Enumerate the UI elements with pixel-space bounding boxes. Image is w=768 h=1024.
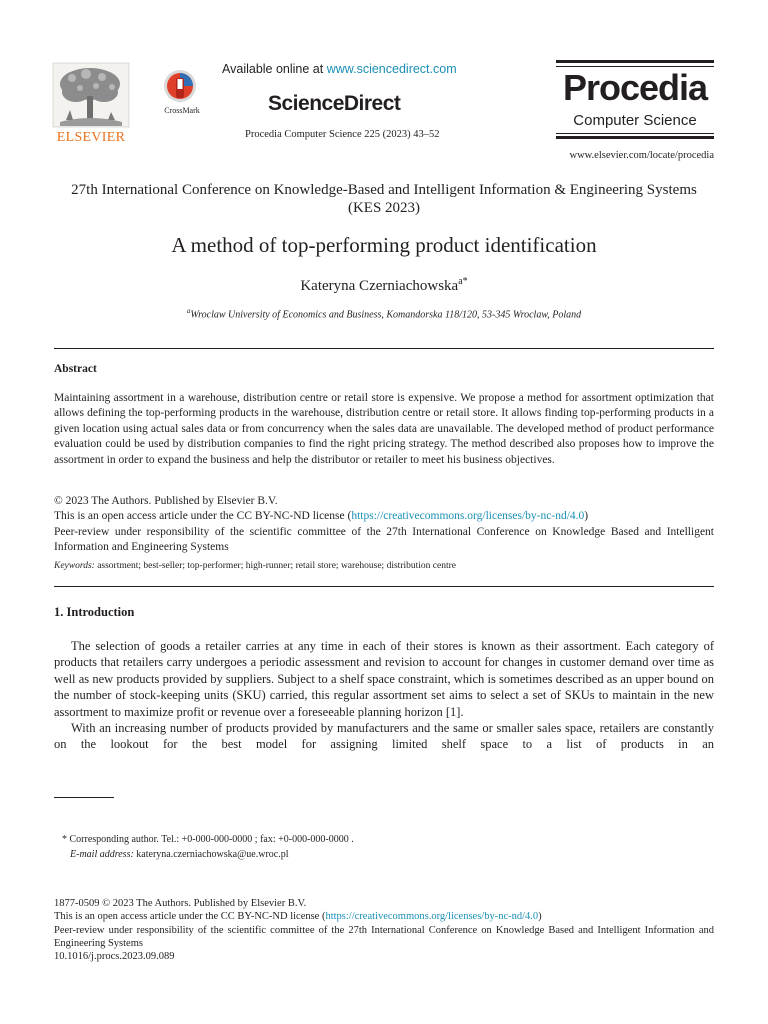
peer-review-line: Peer-review under responsibility of the scientific committee of the 27th International Conference on Knowledge Based and Intelligent Information and Engineering Systems [54, 525, 714, 554]
introduction-paragraph-2: With an increasing number of products provided by manufacturers and the same or smaller sales space, retailers are constantly on the lookout for the best model for assigning limited shelf space to a list of products in an [54, 721, 714, 752]
elsevier-logo [52, 62, 130, 148]
crossmark-icon [158, 68, 206, 108]
copyright-line: © 2023 The Authors. Published by Elsevier B.V. [54, 495, 278, 507]
available-prefix: Available online at [222, 62, 327, 76]
journal-reference: Procedia Computer Science 225 (2023) 43–52 [245, 129, 440, 140]
crossmark-logo[interactable] [158, 68, 206, 118]
author-superscript: a* [458, 276, 468, 287]
keywords-text: assortment; best-seller; top-performer; high-runner; retail store; warehouse; distribution centre [94, 561, 456, 571]
corresponding-author: * Corresponding author. Tel.: +0-000-000-0000 ; fax: +0-000-000-0000 . [62, 834, 354, 845]
paper-title: A method of top-performing product identification [171, 233, 597, 257]
procedia-subtitle: Computer Science [573, 112, 697, 129]
author-line [54, 276, 714, 295]
doi[interactable]: 10.1016/j.procs.2023.09.089 [54, 951, 175, 963]
keywords-line [54, 561, 714, 571]
sciencedirect-wordmark: ScienceDirect [268, 92, 401, 115]
footer-license-suffix: ) [538, 911, 542, 923]
issn: 1877-0509 [54, 898, 100, 909]
conference-name: 27th International Conference on Knowledge-Based and Intelligent Information & Engineering Systems (KES 2023) [71, 182, 697, 216]
footnote [62, 832, 722, 862]
footer-license-line [54, 910, 714, 923]
license-link[interactable]: https://creativecommons.org/licenses/by-nc-nd/4.0 [351, 510, 585, 523]
affiliation-text: Wroclaw University of Economics and Business, Komandorska 118/120, 53-345 Wroclaw, Poland [190, 309, 582, 321]
divider-top [54, 348, 714, 349]
affiliation [54, 307, 714, 320]
email-address[interactable]: kateryna.czerniachowska@ue.wroc.pl [133, 849, 289, 860]
footer-copyright: © 2023 The Authors. Published by Elsevier B.V. [99, 898, 307, 909]
license-line [54, 509, 714, 524]
procedia-top-rule [556, 60, 714, 63]
crossmark-label: CrossMark [164, 106, 200, 115]
email-line [62, 847, 722, 862]
procedia-bottom-rule [556, 136, 714, 139]
email-label: E-mail address: [70, 849, 134, 860]
footer-peer-review: Peer-review under responsibility of the scientific committee of the 27th International Conference on Knowledge Based and Intelligent Information and Engineering Systems [54, 924, 714, 949]
elsevier-url[interactable]: www.elsevier.com/locate/procedia [569, 150, 714, 161]
procedia-bottom-rule-thin [556, 133, 714, 134]
available-online-line [222, 62, 457, 76]
procedia-logo [556, 60, 714, 140]
footer-license-link[interactable]: https://creativecommons.org/licenses/by-nc-nd/4.0 [325, 911, 539, 923]
introduction-heading: 1. Introduction [54, 605, 135, 619]
affiliation-marker: a [186, 307, 191, 315]
introduction-body [54, 638, 714, 753]
divider-bottom [54, 586, 714, 587]
copyright-block [54, 494, 714, 556]
license-suffix: ) [584, 510, 589, 523]
abstract-heading: Abstract [54, 363, 97, 375]
page-footer [54, 897, 714, 963]
elsevier-wordmark: ELSEVIER [56, 130, 126, 145]
author-name: Kateryna Czerniachowska [300, 278, 459, 294]
abstract-body: Maintaining assortment in a warehouse, distribution centre or retail store is expensive. We propose a method for assortment optimization that allows defining the top-performing products in the warehouse, distribution centre or retail store. It allows finding top-performing products in a given location using actual sales data or from concurrency when the sales data are unavailable. The developed method of product performance evaluation could be used by distribution companies to find the right pricing strategy. The method described also proposes how to improve the assortment in order to expand the business and help the distributor or retailer to meet his business objectives. [54, 392, 714, 466]
introduction-paragraph-1: The selection of goods a retailer carries at any time in each of their stores is known as their assortment. Each category of products that retailers carry undergoes a periodic assessment and revision to account for changes in customer demand over time as well as new products provided by suppliers. Subject to a shelf space constraint, which is sometimes described as an upper bound on the number of stock-keeping units (SKU) carried, this regular assortment set aims to select a set of SKUs to maintain in the new assortment to maximize profit or revenue over a foreseeable planning horizon [1]. [54, 639, 714, 719]
footnote-rule [54, 797, 114, 798]
footer-copyright-line [54, 897, 714, 910]
procedia-title: Procedia [562, 67, 708, 108]
sciencedirect-link[interactable]: www.sciencedirect.com [326, 62, 457, 76]
license-prefix: This is an open access article under the CC BY-NC-ND license ( [54, 510, 352, 523]
footer-license-prefix: This is an open access article under the CC BY-NC-ND license ( [54, 911, 326, 923]
keywords-label: Keywords: [54, 561, 95, 571]
